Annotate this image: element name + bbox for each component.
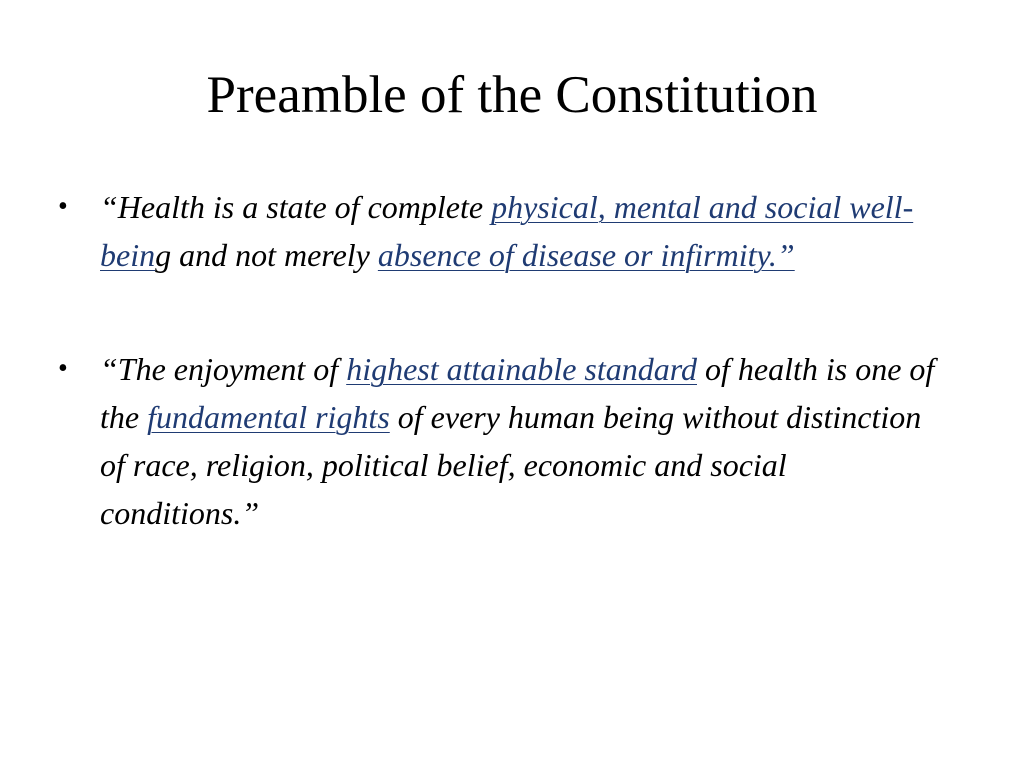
bullet-item-right-to-health [58,345,938,537]
link-physical-mental-social-wellbeing[interactable]: physical, mental and social well-bein [100,189,914,273]
bullet-list [58,183,938,537]
quote-text: “The enjoyment of [100,351,347,387]
quote-text: g and not merely [155,237,378,273]
bullet-dot-icon: • [58,353,68,384]
slide-title: Preamble of the Constitution [206,66,818,124]
bullet-dot-icon: • [58,191,68,222]
bullet-item-health-definition [58,183,938,279]
quote-text: “Health is a state of complete [100,189,492,225]
quote-text: of health is one of the [100,351,935,435]
quote-text: of every human being without distinction of race, religion, political belief, economic and social conditions.” [100,399,922,531]
link-highest-attainable-standard[interactable]: highest attainable standard [346,351,697,387]
link-fundamental-rights[interactable]: fundamental rights [147,399,390,435]
link-absence-of-disease[interactable]: absence of disease or infirmity.” [377,237,795,273]
